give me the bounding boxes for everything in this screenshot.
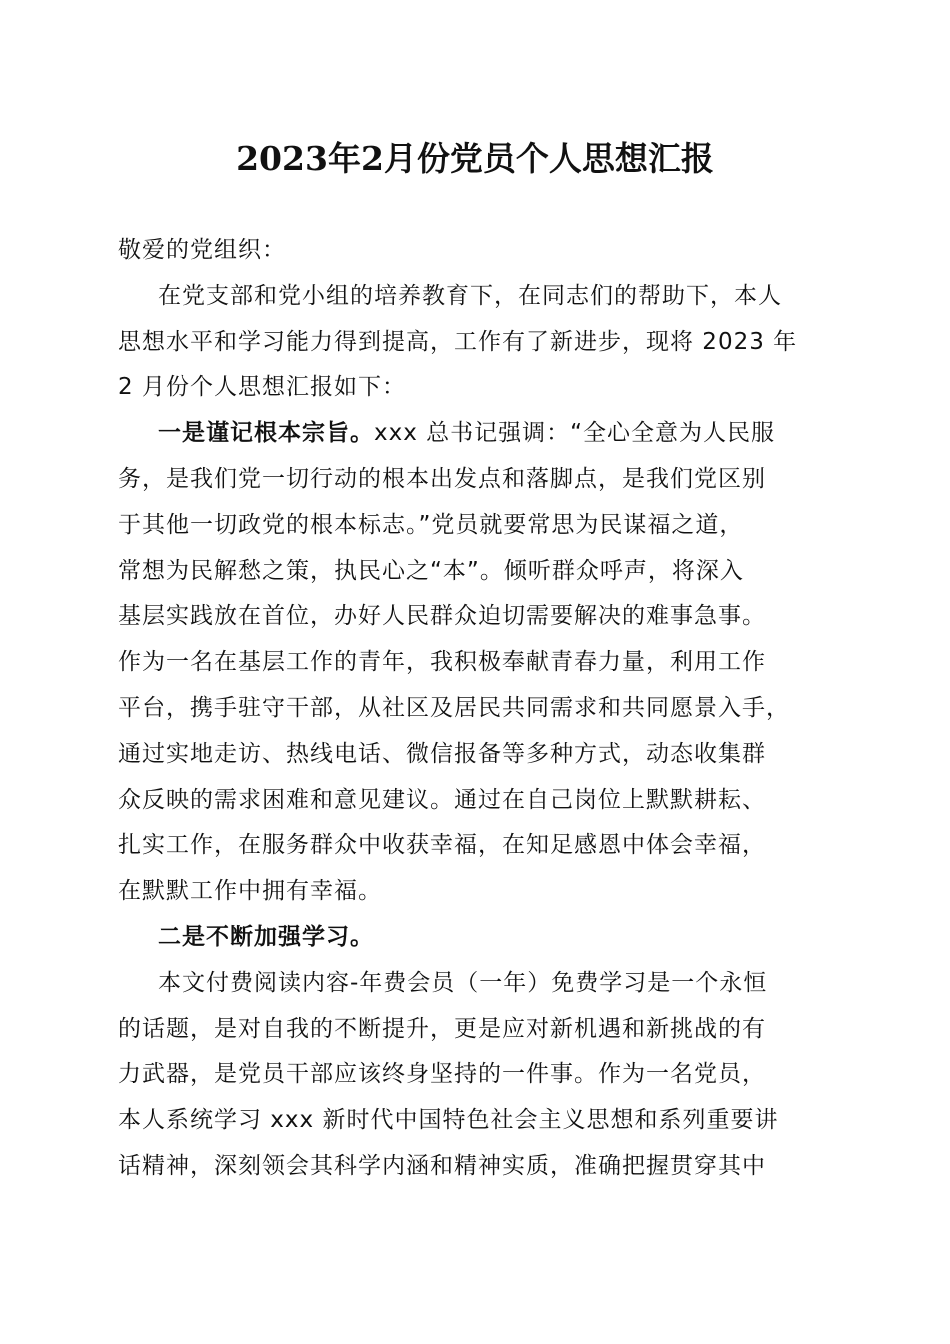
section1-line: 常想为民解愁之策，执民心之“本”。倾听群众呼声，将深入	[118, 557, 744, 584]
intro-line: 2 月份个人思想汇报如下：	[118, 374, 406, 401]
section3-line: 本文付费阅读内容-年费会员（一年）免费学习是一个永恒	[158, 969, 768, 996]
section1-first-line-text: xxx 总书记强调：“全心全意为人民服	[374, 420, 776, 447]
section1-line: 扎实工作，在服务群众中收获幸福，在知足感恩中体会幸福，	[118, 832, 766, 859]
document-body	[118, 228, 838, 1190]
section1-heading: 一是谨记根本宗旨。	[158, 420, 374, 447]
section1-line: 众反映的需求困难和意见建议。通过在自己岗位上默默耕耘、	[118, 786, 766, 813]
section3-line: 力武器，是党员干部应该终身坚持的一件事。作为一名党员，	[118, 1061, 766, 1088]
section1-line: 务，是我们党一切行动的根本出发点和落脚点，是我们党区别	[118, 465, 766, 492]
section1-line: 于其他一切政党的根本标志。”党员就要常思为民谋福之道，	[118, 511, 744, 538]
section1-line: 作为一名在基层工作的青年，我积极奉献青春力量，利用工作	[118, 649, 766, 676]
section3-line: 的话题，是对自我的不断提升，更是应对新机遇和新挑战的有	[118, 1015, 766, 1042]
section1-line: 基层实践放在首位，办好人民群众迫切需要解决的难事急事。	[118, 603, 766, 630]
section1-line: 通过实地走访、热线电话、微信报备等多种方式，动态收集群	[118, 740, 766, 767]
section3-line: 本人系统学习 xxx 新时代中国特色社会主义思想和系列重要讲	[118, 1107, 779, 1134]
section3-line: 话精神，深刻领会其科学内涵和精神实质，准确把握贯穿其中	[118, 1152, 766, 1179]
document-title: 2023年2月份党员个人思想汇报	[236, 139, 714, 178]
section1-first-line	[118, 411, 838, 457]
section2-heading: 二是不断加强学习。	[158, 923, 374, 950]
intro-line: 思想水平和学习能力得到提高，工作有了新进步，现将 2023 年	[118, 328, 798, 355]
section1-line: 在默默工作中拥有幸福。	[118, 878, 382, 905]
section1-line: 平台，携手驻守干部，从社区及居民共同需求和共同愿景入手，	[118, 694, 790, 721]
intro-line: 在党支部和党小组的培养教育下，在同志们的帮助下，本人	[158, 282, 782, 309]
salutation: 敬爱的党组织：	[118, 237, 286, 263]
